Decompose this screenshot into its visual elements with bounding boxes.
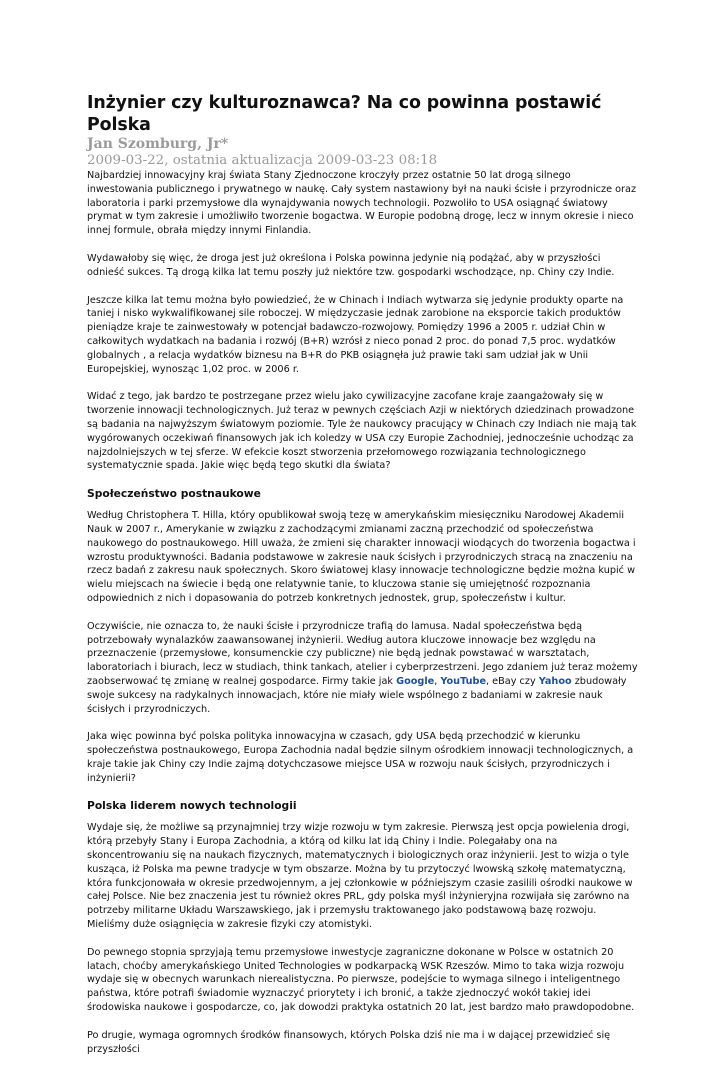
youtube-link[interactable]: YouTube xyxy=(440,675,487,687)
yahoo-link[interactable]: Yahoo xyxy=(538,675,572,687)
paragraph-6-part-c: zbudowały swoje sukcesy na radykalnych innowacjach, które nie miały wiele wspólnego z badaniami w zakresie nauk ścisłych i przyrodniczych. xyxy=(87,675,627,715)
paragraph-7: Jaka więc powinna być polska polityka innowacyjna w czasach, gdy USA będą przechodzić w kierunku społeczeństwa postnaukowego, Europa Zachodnia nadal będzie silnym ośrodkiem innowacji technologicznych, a kraje takie jak Chiny czy Indie zajmą dotychczasowe miejsce USA w rozwoju nauk ścisłych, przyrodniczych i inżynierii? xyxy=(87,731,634,784)
paragraph-3: Jeszcze kilka lat temu można było powiedzieć, że w Chinach i Indiach wytwarza się jedynie produkty oparte na taniej i nisko wykwalifikowanej sile roboczej. W międzyczasie jednak zarobione na eksporcie takich produktów pieniądze kraje te zainwestowały w potencjał badawczo-rozwojowy. Pomiędzy 1996 a 2005 r. udział Chin w całkowitych wydatkach na badania i rozwój (B+R) wzrósł z nieco ponad 2 proc. do ponad 7,5 proc. wydatków globalnych , a relacja wydatków biznesu na B+R do PKB osiągnęła już prawie taki sam udział jak w Unii Europejskiej, wynosząc 1,02 proc. w 2006 r. xyxy=(87,294,624,375)
paragraph-4: Widać z tego, jak bardzo te postrzegane przez wielu jako cywilizacyjne zacofane kraje zaangażowały się w tworzenie innowacji technologicznych. Już teraz w pewnych częściach Azji w niektórych dziedzinach prowadzone są badania na najwyższym światowym poziomie. Tyle że naukowcy pracujący w Chinach czy Indiach nie mają tak wygórowanych oczekiwań finansowych jak ich koledzy w USA czy Europie Zachodniej, jednocześnie uchodząc za najzdolniejszych w tej sferze. W efekcie koszt stworzenia przełomowego rozwiązania technologicznego systematycznie spada. Jakie więc będą tego skutki dla świata? xyxy=(87,391,637,472)
paragraph-6-part-b: , eBay czy xyxy=(486,675,539,687)
article-body xyxy=(87,169,639,1056)
paragraph-5: Według Christophera T. Hilla, który opublikował swoją tezę w amerykańskim miesięczniku Narodowej Akademii Nauk w 2007 r., Amerykanie w związku z zachodzącymi zmianami zaczną przechodzić od społeczeństwa naukowego do postnaukowego. Hill uważa, że zmieni się charakter innowacji wiodących do tworzenia bogactwa i wzrostu produktywności. Badania podstawowe w zakresie nauk ścisłych i przyrodniczych stracą na znaczeniu na rzecz badań z zakresu nauk społecznych. Skoro światowej klasy innowacje technologiczne będzie można kupić w wielu miejscach na świecie i będą one relatywnie tanie, to kluczowa stanie się umiejętność rozpoznania odpowiednich z nich i dopasowania do potrzeb konkretnych jednostek, grup, społeczeństw i kultur. xyxy=(87,510,636,604)
paragraph-6-comma: , xyxy=(434,675,441,687)
article-author: Jan Szomburg, Jr* xyxy=(87,136,229,152)
article-date: 2009-03-22, ostatnia aktualizacja 2009-03-23 08:18 xyxy=(87,153,438,168)
paragraph-1: Najbardziej innowacyjny kraj świata Stany Zjednoczone kroczyły przez ostatnie 50 lat drogą silnego inwestowania publicznego i prywatnego w naukę. Cały system nastawiony był na nauki ścisłe i przyrodnicze oraz laboratoria i parki przemysłowe dla wynajdywania nowych technologii. Pozwoliło to USA osiągnąć światowy prymat w tym zakresie i umożliwiło tworzenie bogactwa. W Europie podobną drogę, lecz w innym okresie i nieco innej formule, obrała między innymi Finlandia. xyxy=(87,170,637,237)
article-title: Inżynier czy kulturoznawca? Na co powinna postawić Polska xyxy=(87,93,602,135)
paragraph-10: Po drugie, wymaga ogromnych środków finansowych, których Polska dziś nie ma i w dającej przewidzieć się przyszłości xyxy=(87,1029,611,1055)
paragraph-9: Do pewnego stopnia sprzyjają temu przemysłowe inwestycje zagraniczne dokonane w Polsce w ostatnich 20 latach, choćby amerykańskiego United Technologies w podkarpacką WSK Rzeszów. Mimo to taka wizja rozwoju wydaje się w obecnych warunkach nierealistyczna. Po pierwsze, podejście to wymaga silnego i inteligentnego państwa, które potrafi świadomie wyznaczyć priorytety i ich bronić, a także zjednoczyć wokół takiej idei środowiska naukowe i gospodarcze, co, jak dowodzi praktyka ostatnich 20 lat, jest bardzo mało prawdopodobne. xyxy=(87,946,635,1014)
paragraph-8: Wydaje się, że możliwe są przynajmniej trzy wizje rozwoju w tym zakresie. Pierwszą jest opcja powielenia drogi, którą przebyły Stany i Europa Zachodnia, a którą od kilku lat idą Chiny i Indie. Polegałaby ona na skoncentrowaniu się na naukach fizycznych, matematycznych i biologicznych oraz inżynierii. Jest to wizja o tyle kusząca, iż Polska ma pewne tradycje w tym obszarze. Można by tu przytoczyć lwowską szkołę matematyczną, która funkcjonowała w okresie przedwojennym, a jej członkowie w późniejszym czasie zasilili ośrodki naukowe w całej Polsce. Nie bez znaczenia jest tu również okres PRL, gdy polska myśl inżynieryjna rozwijała się zarówno na potrzeby militarne Układu Warszawskiego, jak i przemysłu traktowanego jako podstawową bazę rozwoju. Mieliśmy duże osiągnięcia w zakresie fizyki czy atomistyki. xyxy=(87,822,633,931)
article xyxy=(87,92,639,1070)
section-heading-postnaukowe: Społeczeństwo postnaukowe xyxy=(87,487,261,501)
paragraph-6 xyxy=(87,620,639,717)
paragraph-2: Wydawałoby się więc, że droga jest już określona i Polska powinna jedynie nią podążać, aby w przyszłości odnieść sukces. Tą drogą kilka lat temu poszły już niektóre tzw. gospodarki wschodzące, np. Chiny czy Indie. xyxy=(87,252,615,278)
paragraph-6-part-a: Oczywiście, nie oznacza to, że nauki ścisłe i przyrodnicze trafią do lamusa. Nadal społeczeństwa będą potrzebowały wynalazków zaawansowanej inżynierii. Według autora kluczowe innowacje bez względu na przeznaczenie (przemysłowe, konsumenckie czy publiczne) nie będą jednak powstawać w warsztatach, laboratoriach i biurach, lecz w studiach, think tankach, atelier i cyberprzestrzeni. Jego zdaniem już teraz możemy zaobserwować tę zmianę w realnej gospodarce. Firmy takie jak xyxy=(87,620,638,687)
google-link[interactable]: Google xyxy=(396,675,435,687)
section-heading-liderem: Polska liderem nowych technologii xyxy=(87,799,297,813)
